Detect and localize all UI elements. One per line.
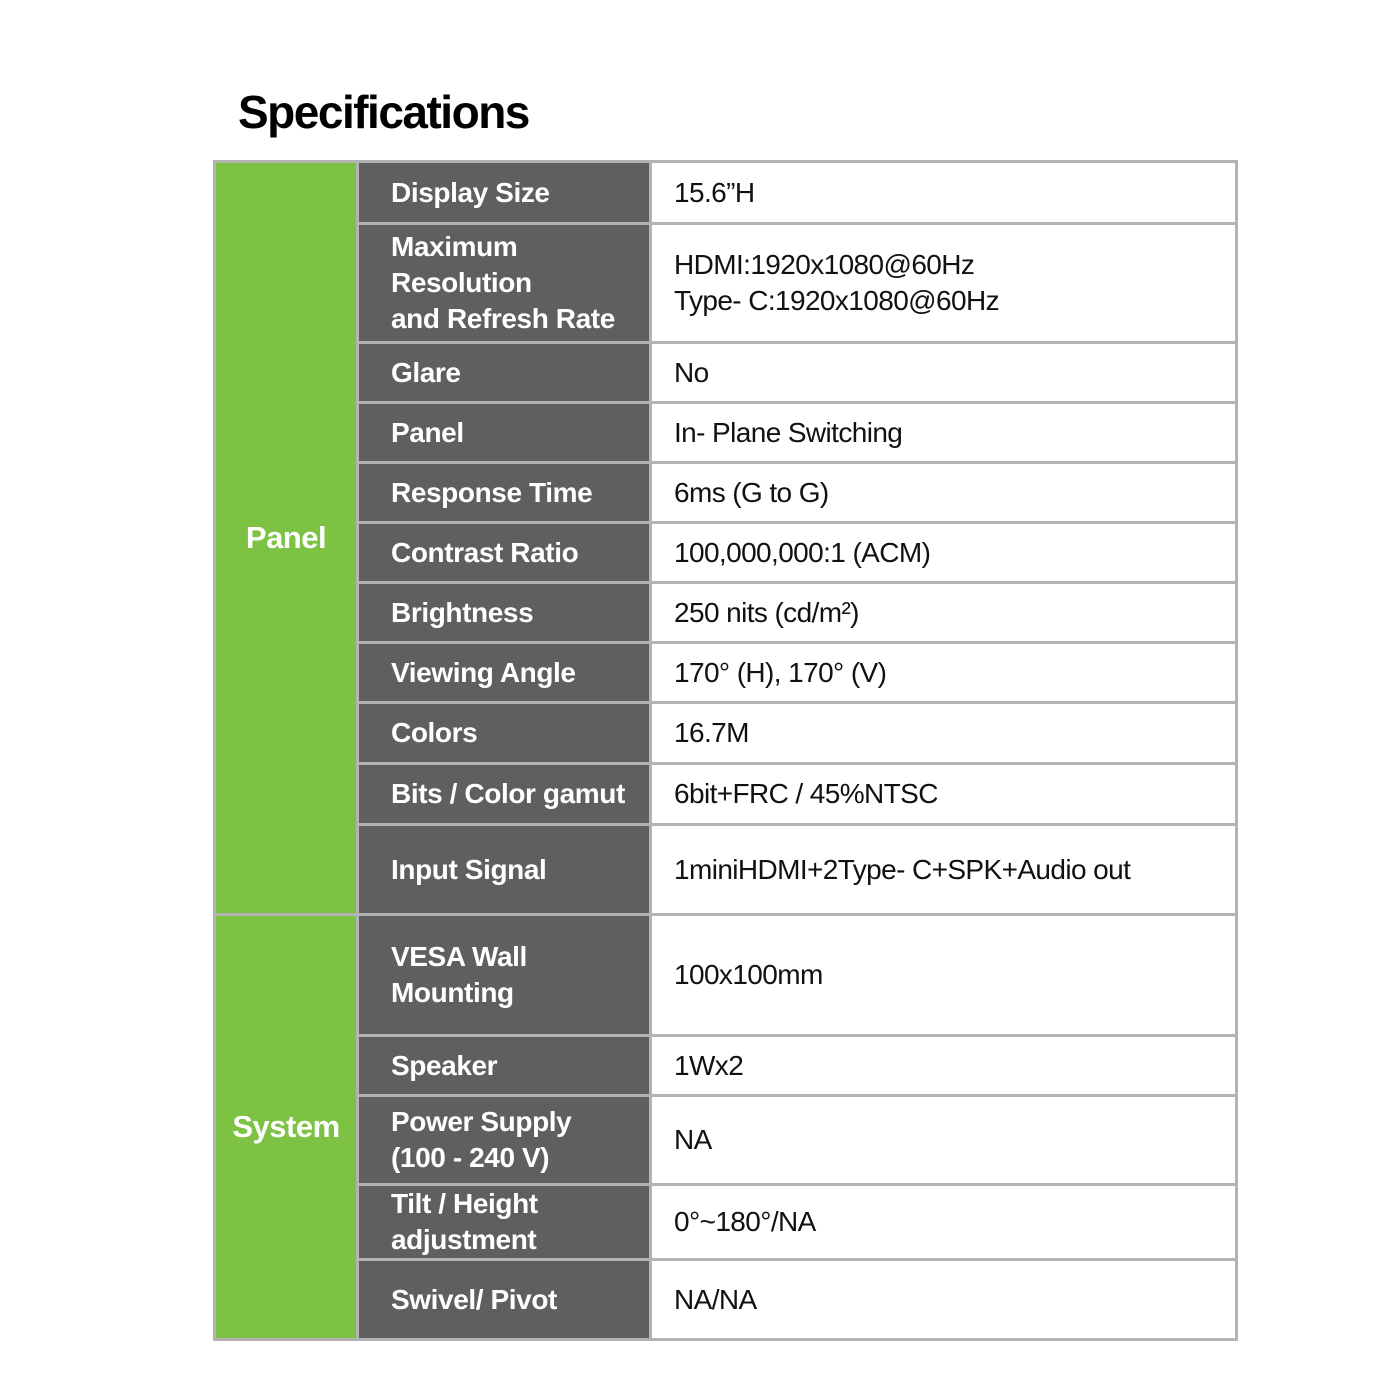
- table-row: [215, 1096, 1237, 1185]
- spec-label: Bits / Color gamut: [358, 764, 651, 825]
- spec-label: VESA Wall Mounting: [358, 915, 651, 1036]
- spec-label: Contrast Ratio: [358, 523, 651, 583]
- spec-label: Input Signal: [358, 825, 651, 915]
- table-row: [215, 523, 1237, 583]
- table-row: [215, 583, 1237, 643]
- table-row: [215, 764, 1237, 825]
- spec-value: HDMI:1920x1080@60Hz Type- C:1920x1080@60Hz: [651, 224, 1237, 343]
- spec-label: Display Size: [358, 162, 651, 224]
- spec-label: Response Time: [358, 463, 651, 523]
- spec-value: 1Wx2: [651, 1036, 1237, 1096]
- spec-label: Swivel/ Pivot: [358, 1260, 651, 1340]
- table-row: [215, 825, 1237, 915]
- spec-value: 0°~180°/NA: [651, 1185, 1237, 1260]
- spec-label: Colors: [358, 703, 651, 764]
- table-row: [215, 1036, 1237, 1096]
- spec-label: Viewing Angle: [358, 643, 651, 703]
- spec-label: Brightness: [358, 583, 651, 643]
- table-row: [215, 1185, 1237, 1260]
- spec-value: 15.6”H: [651, 162, 1237, 224]
- table-row: [215, 703, 1237, 764]
- spec-label: Tilt / Height adjustment: [358, 1185, 651, 1260]
- spec-value: 1miniHDMI+2Type- C+SPK+Audio out: [651, 825, 1237, 915]
- spec-label: Speaker: [358, 1036, 651, 1096]
- spec-value: No: [651, 343, 1237, 403]
- table-row: [215, 643, 1237, 703]
- spec-value: 100x100mm: [651, 915, 1237, 1036]
- spec-label: Power Supply (100 - 240 V): [358, 1096, 651, 1185]
- spec-value: NA/NA: [651, 1260, 1237, 1340]
- group-panel: Panel: [215, 162, 358, 915]
- spec-value: 6bit+FRC / 45%NTSC: [651, 764, 1237, 825]
- table-row: [215, 224, 1237, 343]
- table-row: [215, 1260, 1237, 1340]
- spec-value: 16.7M: [651, 703, 1237, 764]
- spec-value: 250 nits (cd/m²): [651, 583, 1237, 643]
- table-row: [215, 343, 1237, 403]
- spec-label: Maximum Resolution and Refresh Rate: [358, 224, 651, 343]
- spec-value: 6ms (G to G): [651, 463, 1237, 523]
- spec-value: 170° (H), 170° (V): [651, 643, 1237, 703]
- spec-label: Panel: [358, 403, 651, 463]
- group-system: System: [215, 915, 358, 1340]
- page-title: Specifications: [238, 86, 529, 138]
- spec-value: In- Plane Switching: [651, 403, 1237, 463]
- spec-label: Glare: [358, 343, 651, 403]
- table-row: [215, 463, 1237, 523]
- table-row: [215, 403, 1237, 463]
- table-row: [215, 915, 1237, 1036]
- table-row: [215, 162, 1237, 224]
- specifications-table: [213, 160, 1238, 1341]
- spec-value: 100,000,000:1 (ACM): [651, 523, 1237, 583]
- spec-value: NA: [651, 1096, 1237, 1185]
